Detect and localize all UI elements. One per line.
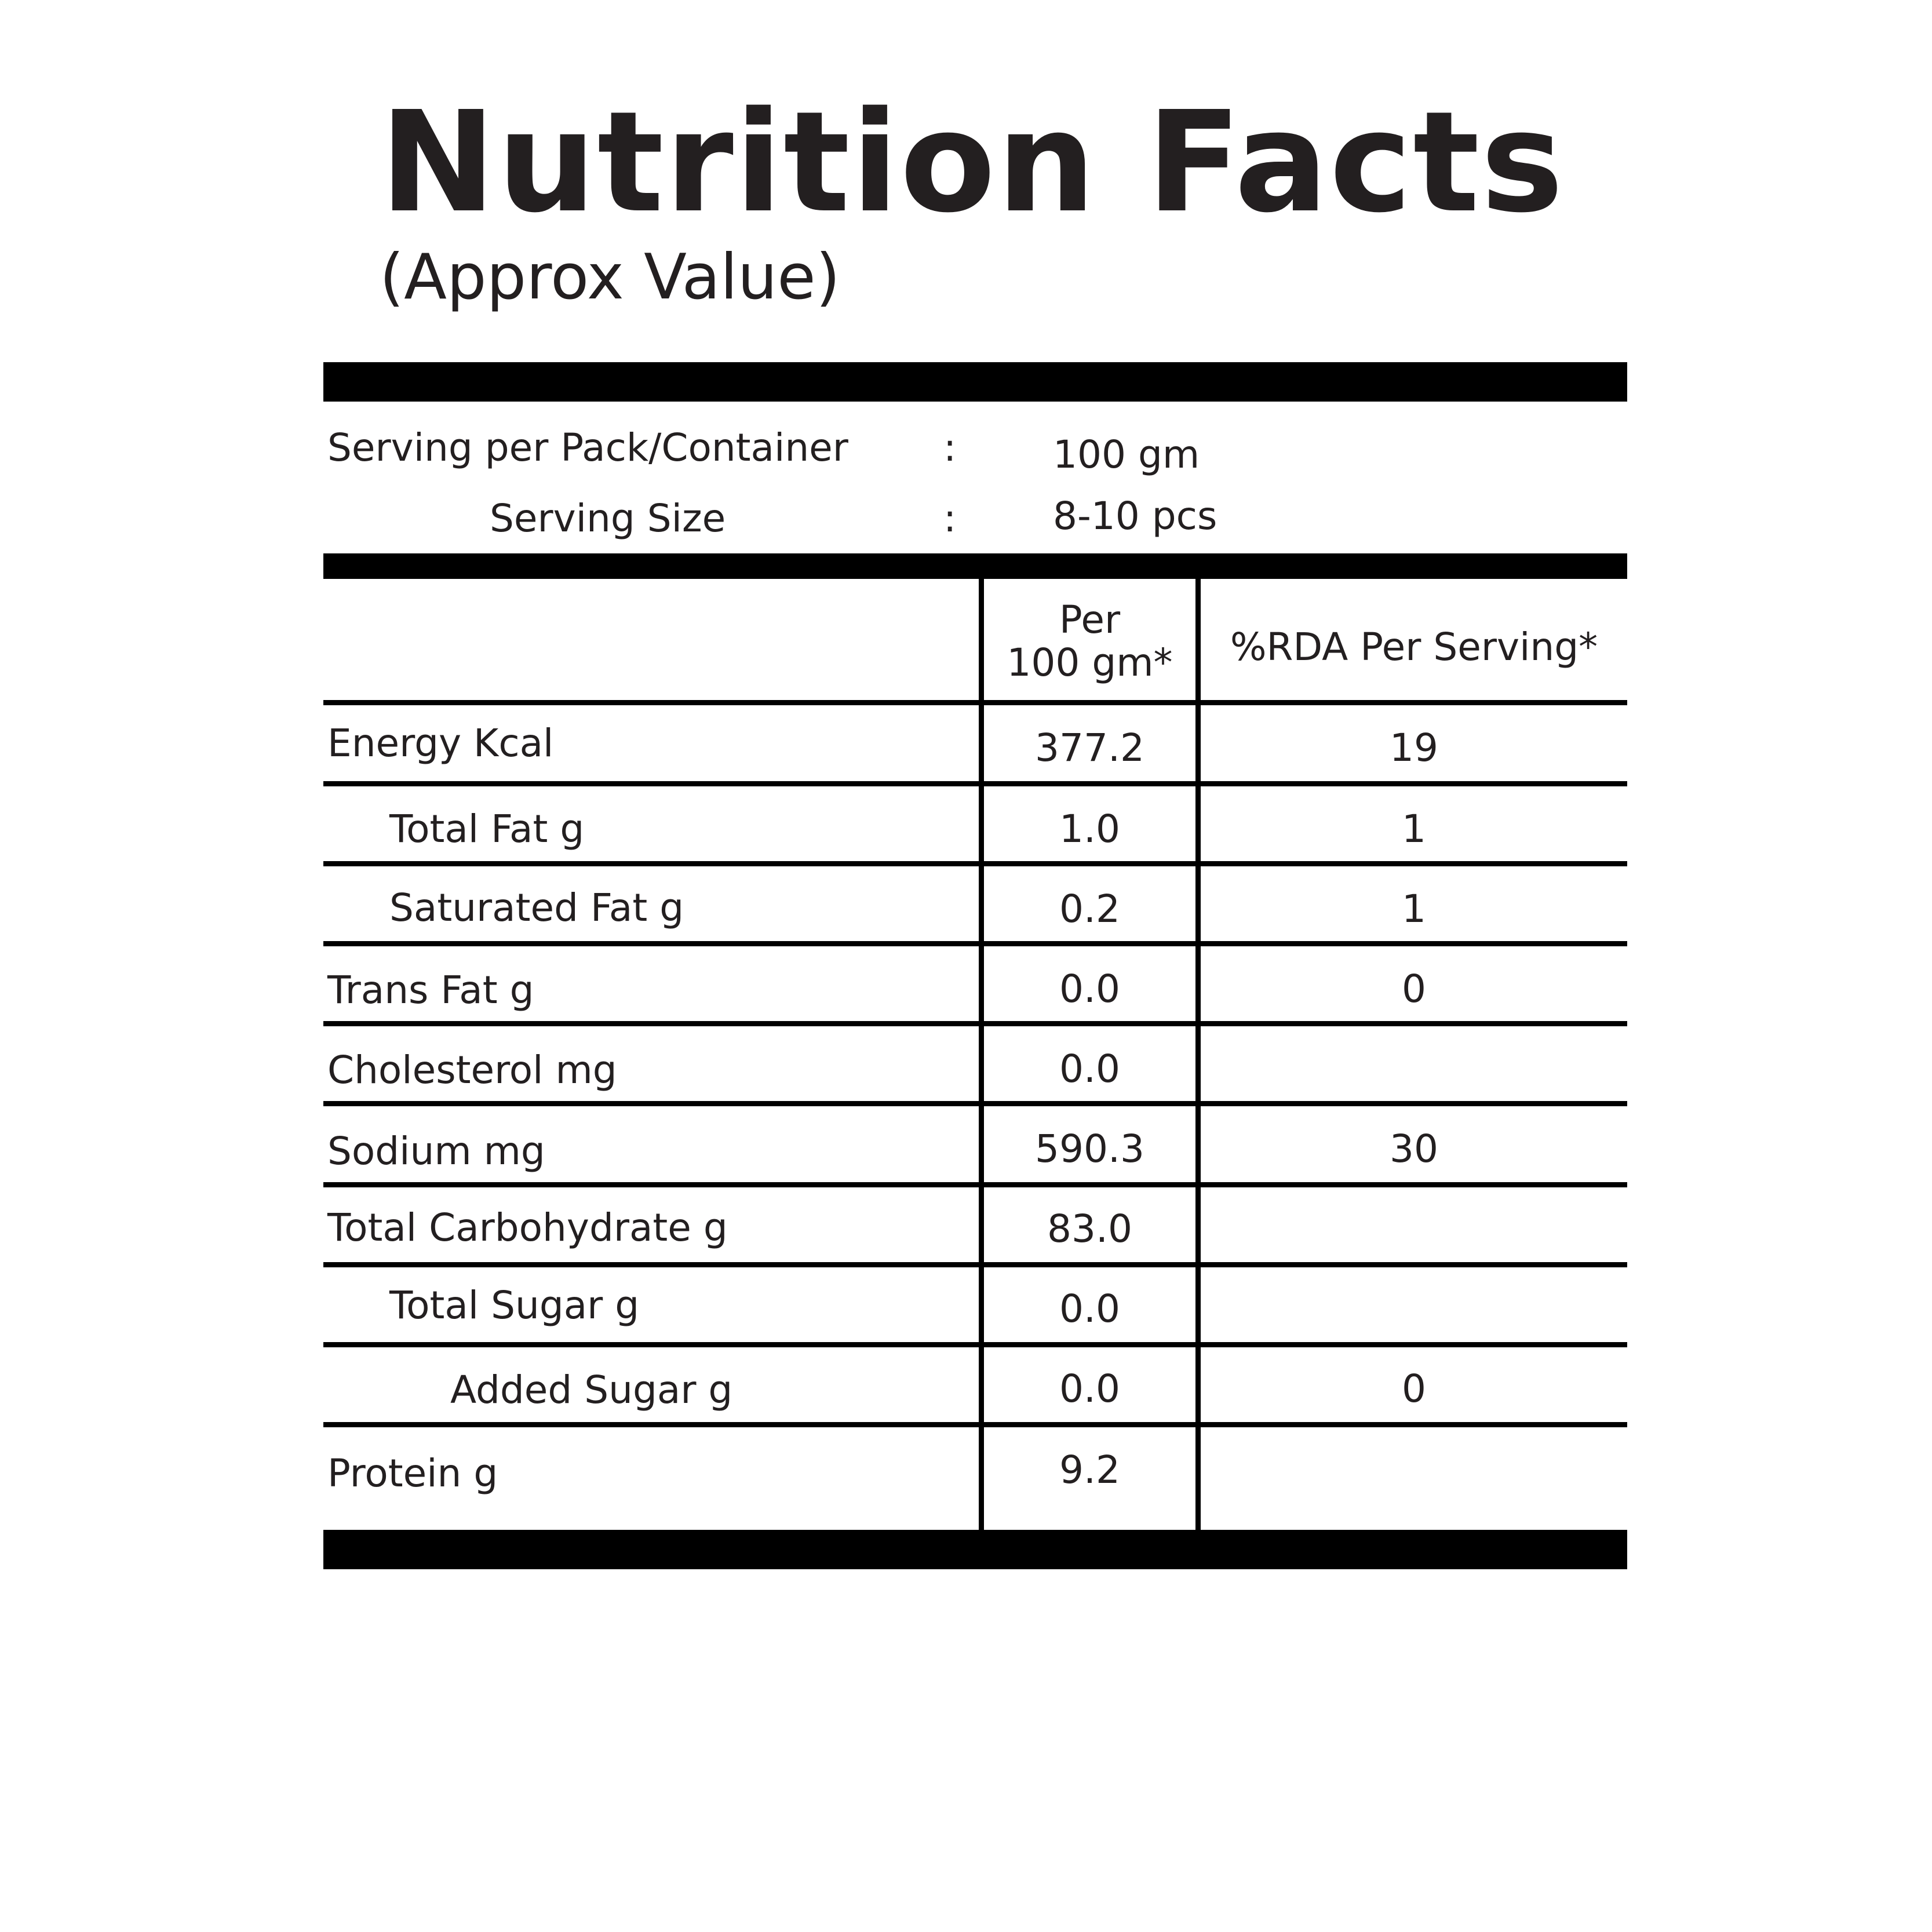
header-rda: %RDA Per Serving*: [1230, 625, 1598, 669]
serving-size-colon: :: [943, 496, 957, 541]
row-divider: [323, 1262, 1627, 1267]
row-label-saturated-fat: Saturated Fat g: [389, 885, 684, 930]
row-per100-saturated-fat: 0.2: [1059, 887, 1120, 931]
row-rda-added-sugar: 0: [1402, 1366, 1426, 1411]
row-label-cholesterol: Cholesterol mg: [327, 1048, 617, 1092]
row-per100-energy: 377.2: [1035, 726, 1144, 770]
top-bar: [323, 362, 1627, 402]
row-divider: [323, 1342, 1627, 1347]
header-per-line2: 100 gm*: [1007, 640, 1173, 685]
row-divider: [323, 1021, 1627, 1026]
column-divider-2: [1195, 577, 1201, 1533]
row-label-total-fat: Total Fat g: [389, 807, 585, 851]
page-title: Nutrition Facts: [380, 81, 1565, 243]
row-label-total-sugar: Total Sugar g: [389, 1283, 640, 1328]
row-per100-total-carbohydrate: 83.0: [1047, 1206, 1132, 1251]
row-rda-saturated-fat: 1: [1402, 887, 1426, 931]
header-per-100gm: [984, 599, 1195, 684]
row-per100-total-fat: 1.0: [1059, 807, 1120, 851]
row-divider: [323, 941, 1627, 946]
row-divider: [323, 1182, 1627, 1187]
row-label-energy: Energy Kcal: [327, 721, 554, 765]
row-per100-protein: 9.2: [1059, 1448, 1120, 1492]
row-label-protein: Protein g: [327, 1451, 498, 1496]
header-per-line1: Per: [1059, 597, 1121, 642]
row-divider: [323, 861, 1627, 866]
serving-size-label: Serving Size: [490, 496, 726, 541]
row-per100-trans-fat: 0.0: [1059, 967, 1120, 1011]
row-label-total-carbohydrate: Total Carbohydrate g: [327, 1205, 728, 1250]
row-rda-energy: 19: [1390, 726, 1438, 770]
row-rda-sodium: 30: [1390, 1127, 1438, 1171]
row-label-added-sugar: Added Sugar g: [450, 1368, 733, 1412]
serving-per-pack-colon: :: [943, 425, 957, 470]
row-divider: [323, 781, 1627, 786]
bottom-bar: [323, 1530, 1627, 1569]
serving-per-pack-value: 100 gm: [1053, 432, 1200, 477]
serving-per-pack-label: Serving per Pack/Container: [327, 425, 848, 470]
row-rda-total-fat: 1: [1402, 807, 1426, 851]
serving-bar: [323, 553, 1627, 579]
row-per100-total-sugar: 0.0: [1059, 1286, 1120, 1331]
row-per100-cholesterol: 0.0: [1059, 1047, 1120, 1091]
row-per100-sodium: 590.3: [1035, 1127, 1144, 1171]
header-divider: [323, 700, 1627, 705]
row-rda-trans-fat: 0: [1402, 967, 1426, 1011]
row-divider: [323, 1422, 1627, 1427]
serving-size-value: 8-10 pcs: [1053, 494, 1217, 538]
page-subtitle: (Approx Value): [380, 241, 840, 314]
column-divider-1: [979, 577, 984, 1533]
row-divider: [323, 1101, 1627, 1106]
row-per100-added-sugar: 0.0: [1059, 1366, 1120, 1411]
row-label-sodium: Sodium mg: [327, 1129, 545, 1173]
row-label-trans-fat: Trans Fat g: [327, 968, 534, 1012]
